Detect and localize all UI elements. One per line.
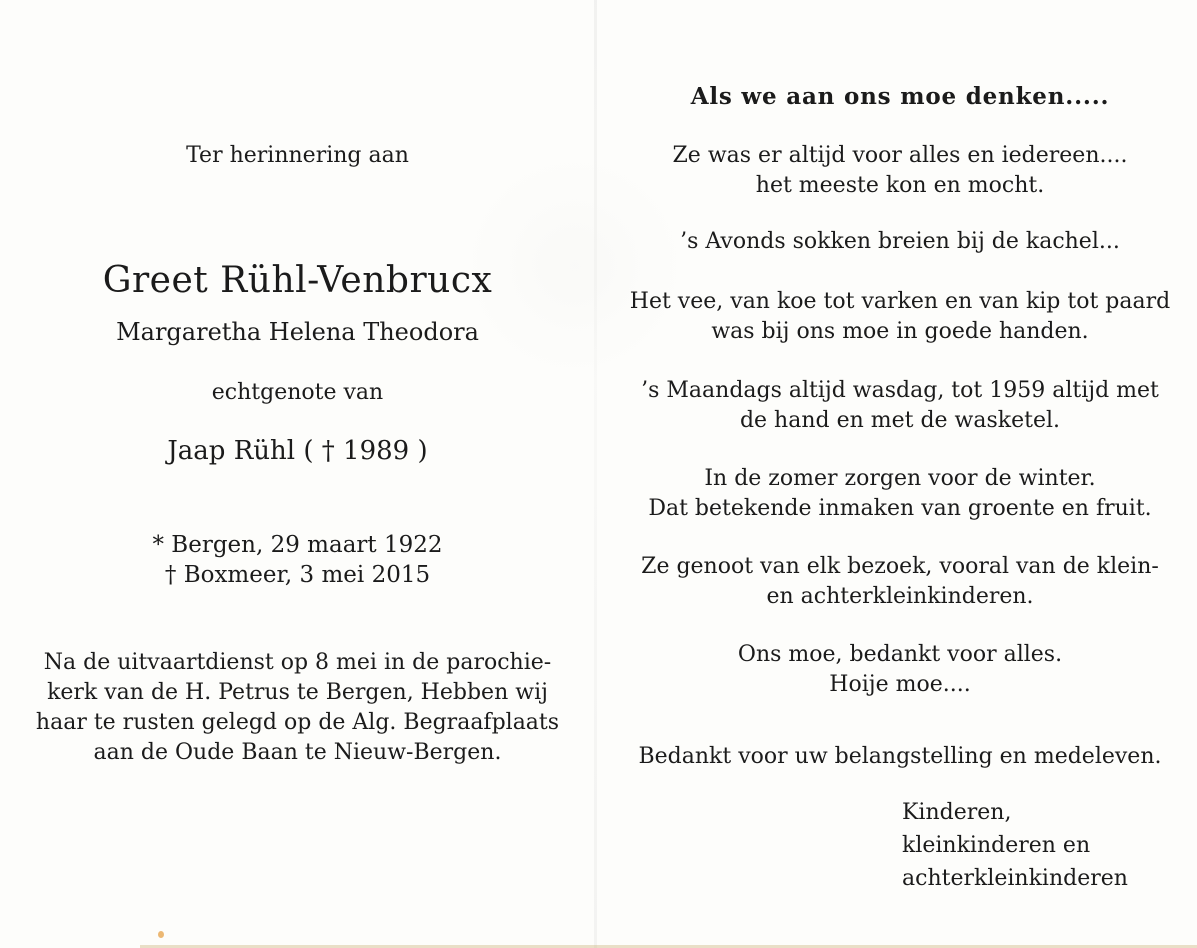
poem-paragraph	[610, 376, 1190, 436]
poem-paragraph	[610, 464, 1190, 524]
scan-speck	[158, 931, 164, 938]
deceased-name: Greet Rühl-Venbrucx	[102, 260, 493, 301]
poem-line: Het vee, van koe tot varken en van kip tot paard	[629, 289, 1171, 314]
burial-line: kerk van de H. Petrus te Bergen, Hebben wij	[47, 680, 548, 705]
death-date: † Boxmeer, 3 mei 2015	[164, 562, 431, 588]
poem-line: ’s Maandags altijd wasdag, tot 1959 altijd met	[641, 378, 1159, 403]
poem-line: was bij ons moe in goede handen.	[711, 319, 1089, 344]
poem-line: en achterkleinkinderen.	[766, 584, 1034, 609]
poem-paragraph	[610, 287, 1190, 347]
relation-label: echtgenote van	[211, 380, 384, 405]
poem-line: Ze was er altijd voor alles en iedereen....	[672, 143, 1128, 168]
signature	[902, 796, 1182, 895]
left-page	[35, 0, 560, 948]
poem-paragraph	[610, 552, 1190, 612]
burial-line: haar te rusten gelegd op de Alg. Begraafplaats	[35, 710, 560, 735]
signature-line: kleinkinderen en	[902, 833, 1091, 858]
burial-line: aan de Oude Baan te Nieuw-Bergen.	[93, 740, 502, 765]
right-page	[610, 0, 1190, 948]
poem-paragraph	[610, 141, 1190, 201]
poem-line: Ons moe, bedankt voor alles.	[737, 642, 1063, 667]
poem-line: Hoije moe....	[829, 672, 971, 697]
poem-line: Ze genoot van elk bezoek, vooral van de klein-	[641, 554, 1159, 579]
poem-line: Dat betekende inmaken van groente en fruit.	[648, 496, 1152, 521]
poem-paragraph	[610, 640, 1190, 700]
birth-date: * Bergen, 29 maart 1922	[152, 532, 443, 558]
poem-line: In de zomer zorgen voor de winter.	[704, 466, 1096, 491]
thanks-line: Bedankt voor uw belangstelling en medeleven.	[638, 744, 1162, 769]
fold-shadow	[594, 0, 597, 948]
memorial-intro: Ter herinnering aan	[186, 143, 409, 168]
burial-line: Na de uitvaartdienst op 8 mei in de parochie-	[43, 650, 552, 675]
poem-line: de hand en met de wasketel.	[739, 408, 1061, 433]
poem-line: het meeste kon en mocht.	[755, 173, 1045, 198]
life-dates	[35, 530, 560, 590]
poem-paragraph	[610, 227, 1190, 257]
spouse-name: Jaap Rühl ( † 1989 )	[167, 436, 428, 466]
signature-line: Kinderen,	[902, 800, 1012, 825]
poem-line: ’s Avonds sokken breien bij de kachel...	[680, 229, 1120, 254]
burial-text	[35, 648, 560, 768]
signature-line: achterkleinkinderen	[902, 866, 1128, 891]
deceased-full-name: Margaretha Helena Theodora	[116, 318, 479, 346]
poem-title: Als we aan ons moe denken.....	[690, 83, 1110, 110]
thanks-paragraph	[610, 742, 1190, 772]
